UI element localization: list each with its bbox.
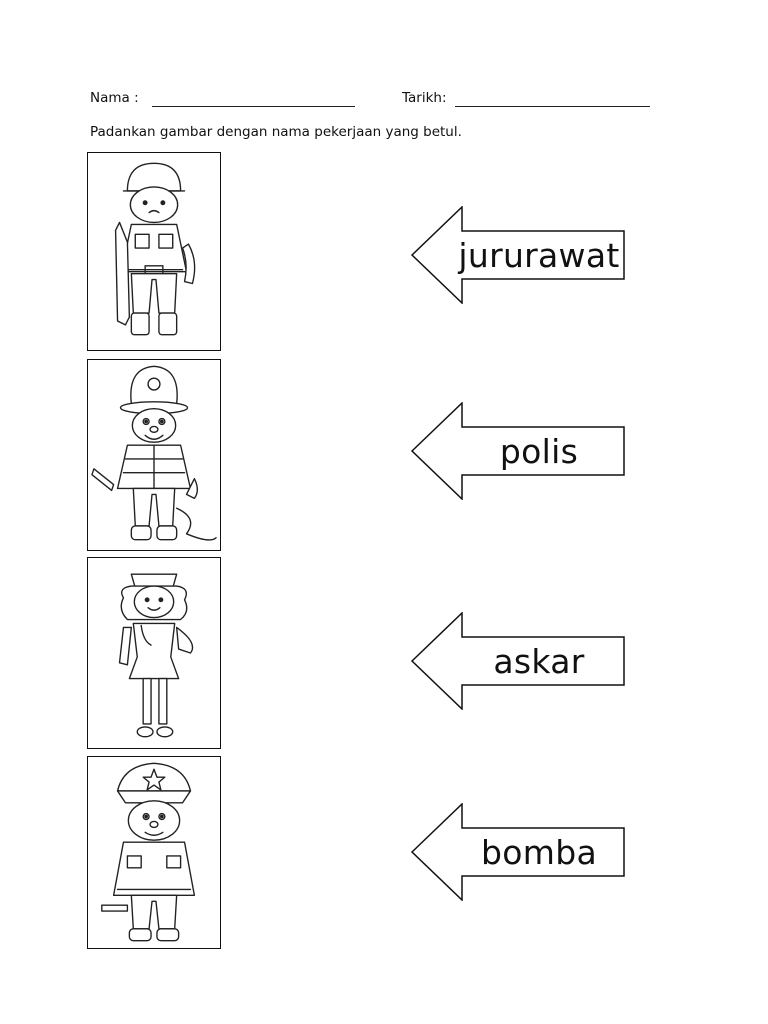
date-blank-line[interactable] xyxy=(455,106,650,107)
name-label: Nama : xyxy=(90,90,139,106)
job-label-arrow-1[interactable] xyxy=(410,206,626,304)
job-label: bomba xyxy=(481,832,597,872)
firefighter-icon xyxy=(88,360,220,550)
soldier-icon xyxy=(88,153,220,350)
picture-nurse[interactable] xyxy=(87,557,221,749)
picture-police-officer[interactable] xyxy=(87,756,221,949)
date-label: Tarikh: xyxy=(402,90,447,106)
picture-soldier[interactable] xyxy=(87,152,221,351)
nurse-icon xyxy=(88,558,220,748)
job-label: jururawat xyxy=(458,235,620,275)
job-label-arrow-4[interactable] xyxy=(410,803,626,901)
job-label: polis xyxy=(499,431,579,471)
name-blank-line[interactable] xyxy=(152,106,355,107)
job-label: askar xyxy=(493,641,585,681)
police-officer-icon xyxy=(88,757,220,948)
job-label-arrow-3[interactable] xyxy=(410,612,626,710)
picture-firefighter[interactable] xyxy=(87,359,221,551)
instruction-text: Padankan gambar dengan nama pekerjaan yang betul. xyxy=(90,124,462,140)
job-label-arrow-2[interactable] xyxy=(410,402,626,500)
